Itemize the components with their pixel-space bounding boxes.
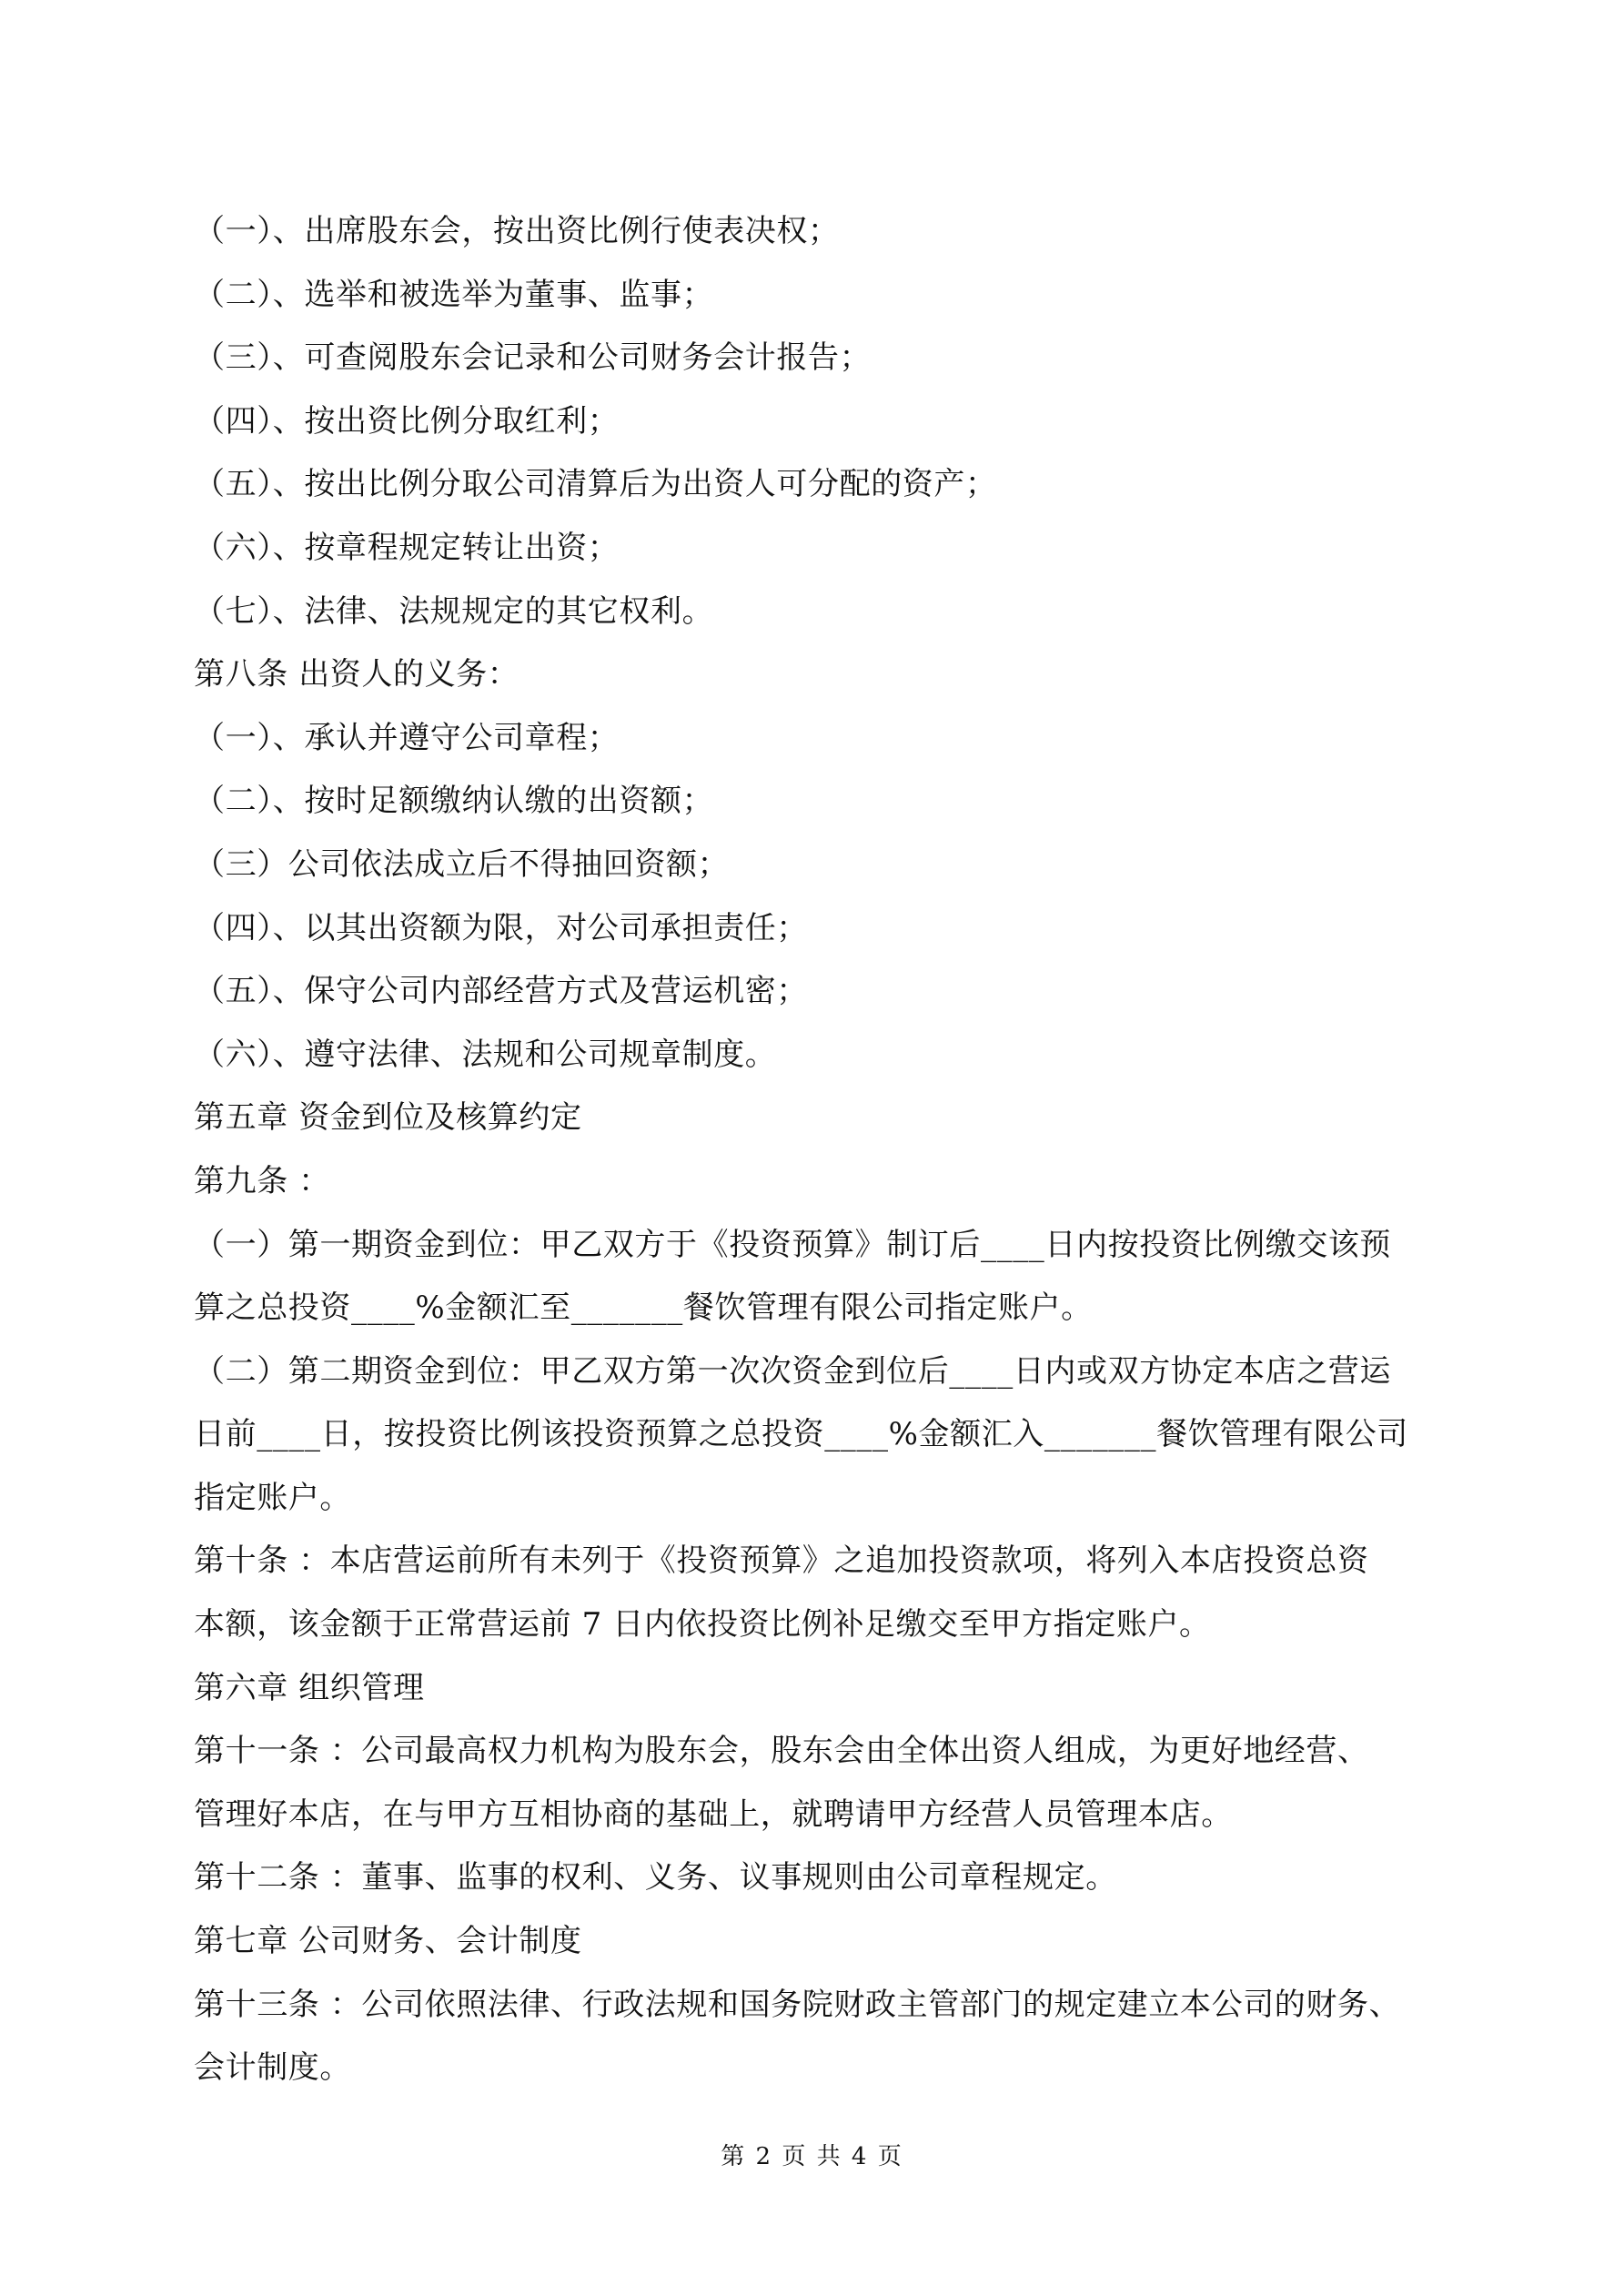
text-line: （一）、承认并遵守公司章程；: [194, 719, 620, 756]
text-line: （六）、遵守法律、法规和公司规章制度。: [194, 1036, 777, 1073]
text-line: （二）、按时足额缴纳认缴的出资额；: [194, 783, 714, 820]
text-line: （三）、可查阅股东会记录和公司财务会计报告；: [194, 339, 872, 377]
text-line: 本额，该金额于正常营运前 7 日内依投资比例补足缴交至甲方指定账户。: [194, 1606, 1211, 1644]
text-line: 算之总投资____%金额汇至_______餐饮管理有限公司指定账户。: [194, 1290, 1093, 1327]
article-line: 第十一条 ：公司最高权力机构为股东会，股东会由全体出资人组成，为更好地经营、: [194, 1733, 1369, 1770]
article-line: 第十条 ：本店营运前所有未列于《投资预算》之追加投资款项，将列入本店投资总资: [194, 1542, 1369, 1580]
article-line: 第十二条 ：董事、监事的权利、义务、议事规则由公司章程规定。: [194, 1859, 1117, 1896]
text-line: （三）公司依法成立后不得抽回资额；: [194, 845, 730, 883]
page-footer: 第 2 页 共 4 页: [721, 2143, 903, 2170]
text-line: （四）、以其出资额为限，对公司承担责任；: [194, 909, 808, 946]
text-line: 日前____日，按投资比例该投资预算之总投资____%金额汇入_______餐饮管理有限公司: [194, 1416, 1408, 1453]
text-line: 指定账户。: [194, 1479, 351, 1516]
text-line: 会计制度。: [194, 2049, 351, 2087]
chapter-heading: 第七章 公司财务、会计制度: [194, 1923, 582, 1960]
text-line: 管理好本店，在与甲方互相协商的基础上，就聘请甲方经营人员管理本店。: [194, 1795, 1233, 1833]
document-body: [194, 200, 1442, 2100]
text-line: （二）、选举和被选举为董事、监事；: [194, 276, 714, 313]
text-line: （五）、按出比例分取公司清算后为出资人可分配的资产；: [194, 466, 997, 503]
text-line: （一）、出席股东会，按出资比例行使表决权；: [194, 213, 840, 249]
article-heading: 第九条 ：: [194, 1162, 330, 1199]
text-line: （五）、保守公司内部经营方式及营运机密；: [194, 973, 808, 1010]
chapter-heading: 第六章 组织管理: [194, 1669, 425, 1706]
text-line: （六）、按章程规定转让出资；: [194, 529, 620, 566]
text-line: （二）第二期资金到位：甲乙双方第一次次资金到位后____日内或双方协定本店之营运: [194, 1352, 1391, 1390]
article-line: 第十三条 ：公司依照法律、行政法规和国务院财政主管部门的规定建立本公司的财务、: [194, 1986, 1401, 2023]
text-line: （四）、按出资比例分取红利；: [194, 402, 620, 440]
article-heading: 第八条 出资人的义务：: [194, 656, 519, 693]
text-line: （一）第一期资金到位：甲乙双方于《投资预算》制订后____日内按投资比例缴交该预: [194, 1226, 1391, 1263]
chapter-heading: 第五章 资金到位及核算约定: [194, 1099, 582, 1137]
text-line: （七）、法律、法规规定的其它权利。: [194, 592, 714, 630]
